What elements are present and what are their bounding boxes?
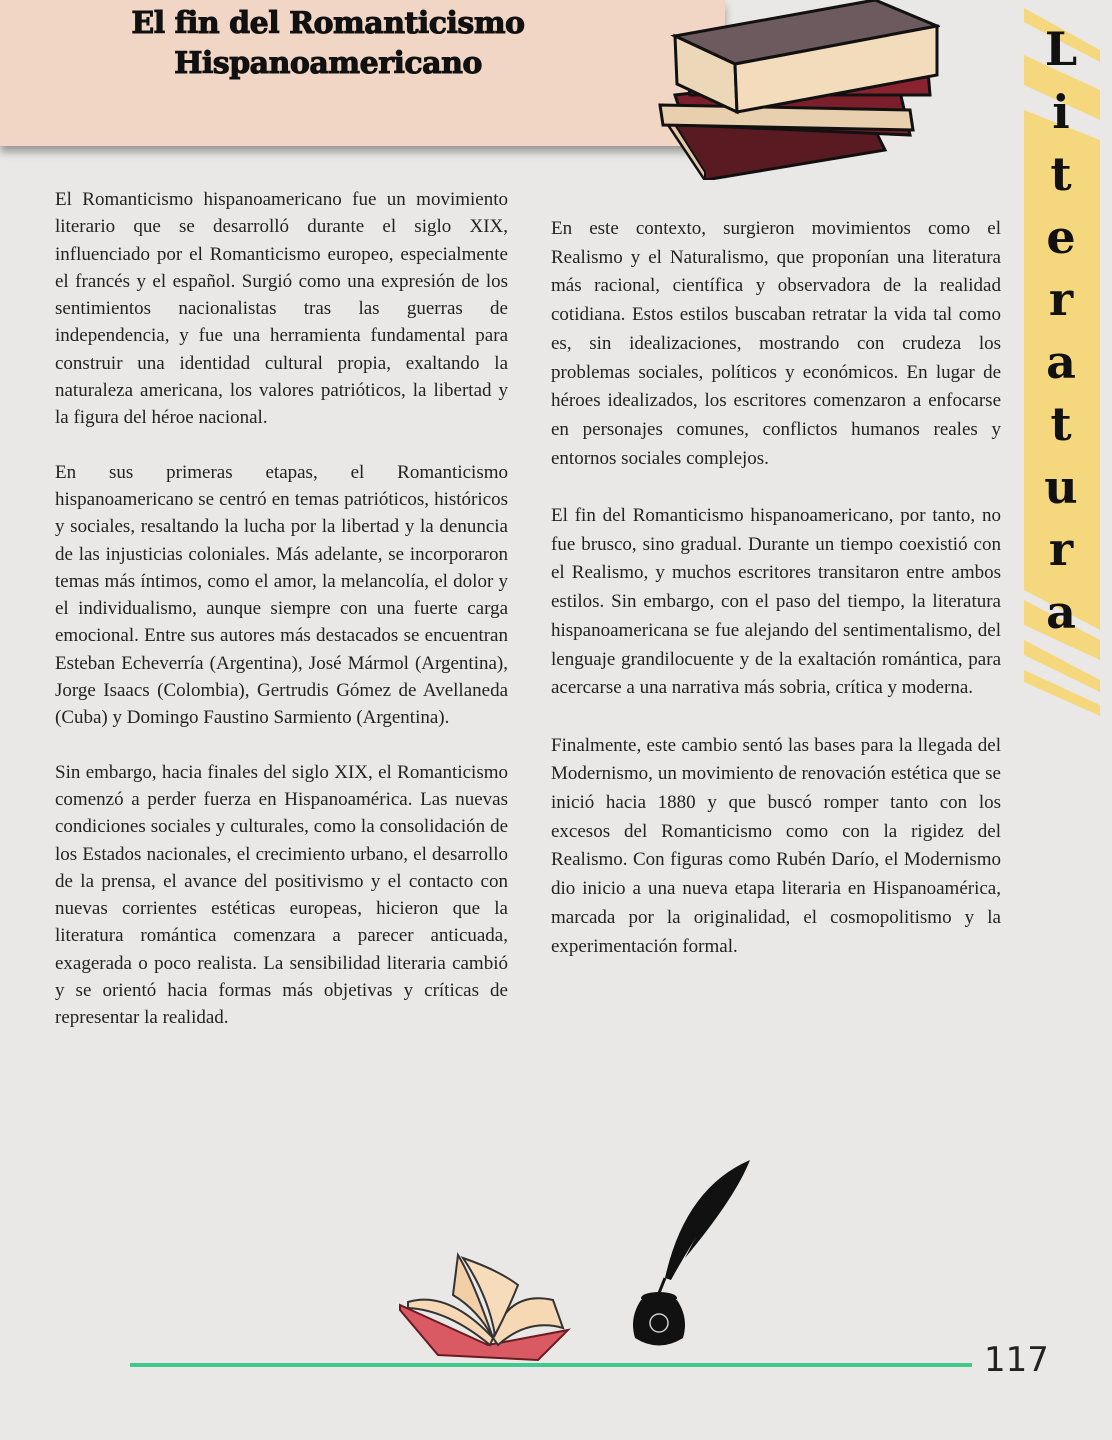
open-book-icon [398,1250,573,1365]
title-line-2: Hispanoamericano [174,46,482,81]
side-letter: a [1046,584,1076,639]
quill-inkwell-icon [625,1158,755,1358]
side-letter: a [1046,334,1076,389]
side-banner-title [1024,18,1098,643]
side-letter: r [1048,522,1074,576]
paragraph: El fin del Romanticismo hispanoamericano, por tanto, no fue brusco, sino gradual. Durante un tiempo coexistió con el Realismo, y muchos escritores transitaron entre ambos estilos. Sin embargo, con el paso del tiempo, la literatura hispanoamericana se fue alejando del sentimentalismo, del lenguaje grandilocuente y de la exaltación romántica, para acercarse a una narrativa más sobria, crítica y moderna. [551,505,1001,699]
side-letter: e [1046,209,1076,264]
side-letter: L [1044,22,1078,76]
book-stack-icon [645,0,940,180]
side-letter: i [1052,84,1070,139]
side-letter: t [1050,147,1072,201]
title-line-1: El fin del Romanticismo [131,6,525,41]
paragraph: Finalmente, este cambio sentó las bases para la llegada del Modernismo, un movimiento de renovación estética que se inició hacia 1880 y que buscó romper tanto con los excesos del Romanticismo como con la rigidez del Realismo. Con figuras como Rubén Darío, el Modernismo dio inicio a una nueva etapa literaria en Hispanoamérica, marcada por la originalidad, el cosmopolitismo y la experimentación formal. [551,734,1001,957]
paragraph: El Romanticismo hispanoamericano fue un movimiento literario que se desarrolló durante el siglo XIX, influenciado por el Romanticismo europeo, especialmente el francés y el español. Surgió como una expresión de los sentimientos nacionalistas tras las guerras de independencia, y fue una herramienta fundamental para construir una identidad cultural propia, exaltando la naturaleza americana, los valores patrióticos, la libertad y la figura del héroe nacional. [55,189,508,429]
left-column [55,186,508,1059]
right-column [551,215,1001,990]
side-letter: t [1050,397,1072,451]
footer-divider [130,1363,972,1367]
paragraph: En este contexto, surgieron movimientos como el Realismo y el Naturalismo, que proponían una literatura más racional, científica y observadora de la realidad cotidiana. Estos estilos buscaban retratar la vida tal como es, sin idealizaciones, mostrando con crudeza los problemas sociales, políticos y económicos. En lugar de héroes idealizados, los escritores comenzaron a enfocarse en personajes comunes, conflictos humanos reales y entornos sociales complejos. [551,218,1001,469]
page-title [60,4,596,84]
side-letter: u [1044,459,1078,514]
side-letter: r [1048,272,1074,326]
paragraph: Sin embargo, hacia finales del siglo XIX, el Romanticismo comenzó a perder fuerza en Hispanoamérica. Las nuevas condiciones sociales y culturales, como la consolidación de los Estados nacionales, el crecimiento urbano, el desarrollo de la prensa, el avance del positivismo y el contacto con nuevas corrientes estéticas europeas, hicieron que la literatura romántica comenzara a parecer anticuada, exagerada o poco realista. La sensibilidad literaria cambió y se orientó hacia formas más objetivas y críticas de representar la realidad. [55,761,508,1029]
paragraph: En sus primeras etapas, el Romanticismo hispanoamericano se centró en temas patrióticos, históricos y sociales, resaltando la lucha por la libertad y la denuncia de las injusticias coloniales. Más adelante, se incorporaron temas más íntimos, como el amor, la melancolía, el dolor y el individualismo, aunque siempre con una fuerte carga emocional. Entre sus autores más destacados se encuentran Esteban Echeverría (Argentina), José Mármol (Argentina), Jorge Isaacs (Colombia), Gertrudis Gómez de Avellaneda (Cuba) y Domingo Faustino Sarmiento (Argentina). [55,461,508,729]
page-number: 117 [984,1340,1049,1380]
